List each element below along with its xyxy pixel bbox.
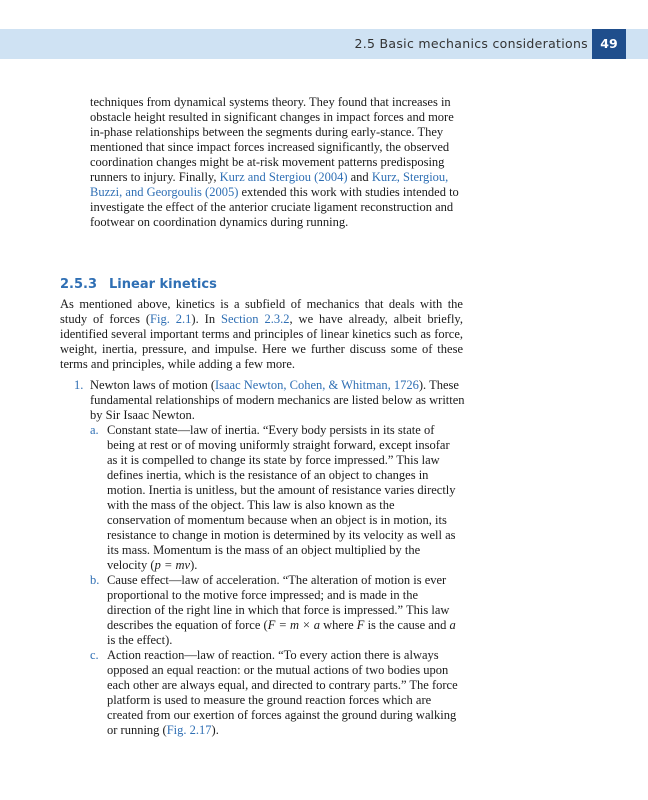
para1-text-1: As mentioned above, kinetics is a subfield of mechanics that deals with the study of forces (	[60, 297, 463, 326]
section-title: Linear kinetics	[109, 277, 217, 292]
item-c-text: Action reaction—law of reaction. “To every action there is always opposed an equal reaction: or the mutual actions of two bodies upon each other are always equal, and directed to contrary parts.” The force platform is used to measure the ground reaction forces which are created from our exertion of forces against the ground during walking or running (	[107, 648, 458, 737]
list-item-a	[107, 423, 459, 573]
intro-text-2: and	[347, 170, 372, 184]
item-b-text-4: is the effect).	[107, 633, 173, 647]
list-item-c	[107, 648, 459, 738]
item-b-text: Cause effect—law of acceleration. “The alteration of motion is ever proportional to the motive force impressed; and is made in the direction of the right line in which that force is impressed.” This law describes the equation of force (	[107, 573, 450, 632]
body-paragraph	[60, 297, 463, 372]
item-a-text-2: ).	[190, 558, 198, 572]
list-item-1	[90, 378, 466, 423]
intro-text-3: extended this work with studies intended to investigate the effect of the anterior cruciate ligament reconstruction and footwear on coordination dynamics during running.	[90, 185, 459, 229]
figure-link-2-17[interactable]: Fig. 2.17	[166, 723, 212, 737]
intro-text-1: techniques from dynamical systems theory. They found that increases in obstacle height resulted in significant changes in impact forces and more in-phase relationships between the segments during early-stance. They mentioned that since impact forces increased significantly, the observed coordination changes might be at-risk movement patterns predisposing runners to injury. Finally,	[90, 95, 454, 184]
item-a-text: Constant state—law of inertia. “Every body persists in its state of being at rest or of moving uniformly straight forward, except insofar as it is compelled to change its state by force impressed.” This law defines inertia, which is the resistance of an object to changes in motion. Inertia is unitless, but the amount of resistance varies directly with the mass of the object. This law is also known as the conservation of momentum because when an object is in motion, its resistance to change in motion is determined by its velocity as well as its mass. Momentum is the mass of an object multiplied by the velocity (	[107, 423, 456, 572]
page-number: 49	[592, 29, 626, 59]
list-marker-c: c.	[90, 648, 99, 662]
item-b-var-f: F	[356, 618, 365, 632]
para1-text-3: , we have already, albeit briefly, identified several important terms and principles of linear kinetics such as force, weight, inertia, pressure, and impulse. Here we further discuss some of these terms and principles, while adding a few more.	[60, 312, 463, 371]
section-number: 2.5.3	[60, 277, 98, 292]
citation-newton-1726[interactable]: Isaac Newton, Cohen, & Whitman, 1726	[214, 378, 419, 392]
intro-paragraph	[90, 95, 460, 230]
list-marker-b: b.	[90, 573, 100, 587]
list-marker-1: 1.	[74, 378, 84, 392]
running-header	[0, 29, 648, 59]
item-c-text-2: ).	[211, 723, 219, 737]
section-heading	[60, 277, 217, 292]
citation-kurz-stergiou-2004[interactable]: Kurz and Stergiou (2004)	[219, 170, 348, 184]
list-marker-a: a.	[90, 423, 99, 437]
item-a-formula: p = mv	[154, 558, 191, 572]
item-b-var-a: a	[449, 618, 456, 632]
citation-kurz-et-al-2005[interactable]: Kurz, Stergiou, Buzzi, and Georgoulis (2005)	[90, 170, 449, 199]
figure-link-2-1[interactable]: Fig. 2.1	[150, 312, 192, 326]
item1-text-2: ). These fundamental relationships of modern mechanics are listed below as written by Sir Isaac Newton.	[90, 378, 465, 422]
list-item-b	[107, 573, 459, 648]
para1-text-2: ). In	[191, 312, 222, 326]
item-b-text-2: where	[320, 618, 357, 632]
running-header-title: 2.5 Basic mechanics considerations	[354, 36, 588, 51]
item1-text-1: Newton laws of motion (	[90, 378, 215, 392]
item-b-text-3: is the cause and	[364, 618, 450, 632]
item-b-formula: F = m × a	[267, 618, 320, 632]
section-link-2-3-2[interactable]: Section 2.3.2	[221, 312, 290, 326]
